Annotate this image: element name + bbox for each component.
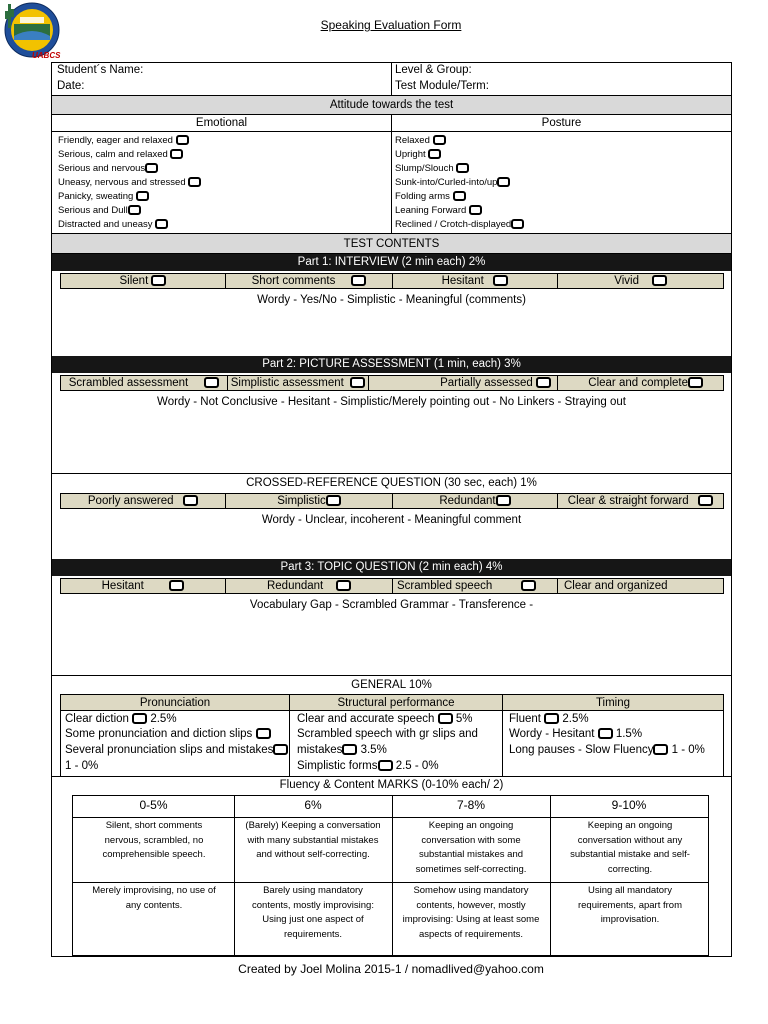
checkbox[interactable] bbox=[521, 580, 536, 591]
checkbox[interactable] bbox=[652, 275, 667, 286]
checkbox[interactable] bbox=[497, 177, 510, 187]
part2-option[interactable]: Scrambled assessment bbox=[61, 376, 228, 390]
timing-item[interactable]: Long pauses - Slow Fluency 1 - 0% bbox=[509, 744, 705, 756]
checkbox[interactable] bbox=[536, 377, 551, 388]
form-title: Speaking Evaluation Form bbox=[320, 18, 462, 32]
checkbox[interactable] bbox=[428, 149, 441, 159]
rule bbox=[51, 675, 732, 676]
part3-band bbox=[52, 559, 731, 576]
crossed-option[interactable]: Simplistic bbox=[226, 494, 393, 508]
posture-option[interactable]: Reclined / Crotch-displayed bbox=[395, 218, 524, 232]
checkbox[interactable] bbox=[438, 713, 453, 724]
posture-option[interactable]: Folding arms bbox=[395, 190, 466, 204]
posture-label: Posture bbox=[541, 117, 582, 129]
crossed-option[interactable]: Clear & straight forward bbox=[558, 494, 723, 508]
checkbox[interactable] bbox=[350, 377, 365, 388]
part2-band bbox=[52, 356, 731, 373]
marks-header: 6% bbox=[304, 798, 322, 812]
part2-option[interactable]: Simplistic assessment bbox=[228, 376, 369, 390]
timing-item[interactable]: Wordy - Hesitant 1.5% bbox=[509, 728, 643, 740]
checkbox[interactable] bbox=[378, 760, 393, 771]
rule bbox=[391, 114, 392, 233]
rule bbox=[392, 796, 393, 955]
checkbox[interactable] bbox=[204, 377, 219, 388]
checkbox[interactable] bbox=[456, 163, 469, 173]
emotional-option[interactable]: Friendly, eager and relaxed bbox=[58, 134, 189, 148]
fluency-descriptor: Keeping an ongoing conversation without any substantial mistake and self-correcting. bbox=[570, 820, 690, 875]
part1-band bbox=[52, 254, 731, 271]
part3-option[interactable]: Redundant bbox=[226, 579, 393, 593]
rule bbox=[73, 817, 708, 818]
checkbox[interactable] bbox=[183, 495, 198, 506]
rule bbox=[550, 796, 551, 955]
pronunciation-item[interactable]: Several pronunciation slips and mistakes bbox=[65, 743, 288, 757]
crossed-option[interactable]: Redundant bbox=[393, 494, 558, 508]
structural-item[interactable]: Clear and accurate speech 5% bbox=[297, 713, 473, 725]
checkbox[interactable] bbox=[336, 580, 351, 591]
structural-item[interactable]: Simplistic forms 2.5 - 0% bbox=[297, 760, 439, 772]
part2-title: Part 2: PICTURE ASSESSMENT (1 min, each) 3% bbox=[262, 358, 521, 370]
uabcs-logo bbox=[2, 2, 64, 62]
emotional-option[interactable]: Panicky, sweating bbox=[58, 190, 149, 204]
pronunciation-header: Pronunciation bbox=[139, 697, 211, 709]
attitude-title: Attitude towards the test bbox=[329, 99, 454, 111]
marks-grid bbox=[72, 795, 709, 956]
emotional-option[interactable]: Serious and Dull bbox=[58, 204, 141, 218]
crossed-option[interactable]: Poorly answered bbox=[61, 494, 226, 508]
checkbox[interactable] bbox=[170, 149, 183, 159]
posture-option[interactable]: Upright bbox=[395, 148, 441, 162]
part2-option[interactable]: Clear and complete bbox=[558, 376, 723, 390]
pronunciation-item: 1 - 0% bbox=[65, 760, 99, 772]
crossed-options bbox=[60, 493, 724, 509]
level-group-field[interactable]: Level & Group: bbox=[395, 64, 472, 76]
content-descriptor: Using all mandatory requirements, apart from improvisation. bbox=[577, 885, 682, 925]
content-descriptor: Somehow using mandatory contents, however, mostly improvising: Using at least some aspects of requirements. bbox=[402, 885, 540, 940]
posture-option[interactable]: Relaxed bbox=[395, 134, 446, 148]
structural-item[interactable]: mistakes 3.5% bbox=[297, 744, 387, 756]
fluency-descriptor: Keeping an ongoing conversation with some substantial mistakes and sometimes self-correcting. bbox=[415, 820, 527, 875]
checkbox[interactable] bbox=[433, 135, 446, 145]
checkbox[interactable] bbox=[188, 177, 201, 187]
checkbox[interactable] bbox=[493, 275, 508, 286]
fluency-descriptor: Silent, short comments nervous, scrambled, no comprehensible speech. bbox=[102, 820, 206, 860]
checkbox[interactable] bbox=[326, 495, 341, 506]
content-descriptor: Merely improvising, no use of any contents. bbox=[92, 885, 216, 911]
test-contents-title: TEST CONTENTS bbox=[343, 238, 440, 250]
checkbox[interactable] bbox=[351, 275, 366, 286]
structural-item: Scrambled speech with gr slips and bbox=[297, 728, 478, 740]
part3-option[interactable]: Hesitant bbox=[61, 579, 226, 593]
part2-options bbox=[60, 375, 724, 391]
emotional-option[interactable]: Serious, calm and relaxed bbox=[58, 148, 183, 162]
part1-option[interactable]: Hesitant bbox=[393, 274, 558, 288]
checkbox[interactable] bbox=[273, 744, 288, 755]
general-title: GENERAL 10% bbox=[351, 679, 432, 691]
timing-item[interactable]: Fluent 2.5% bbox=[509, 713, 589, 725]
rule bbox=[73, 882, 708, 883]
crossed-title: CROSSED-REFERENCE QUESTION (30 sec, each) 1% bbox=[246, 477, 537, 489]
checkbox[interactable] bbox=[469, 205, 482, 215]
marks-header: 7-8% bbox=[456, 798, 485, 812]
checkbox[interactable] bbox=[544, 713, 559, 724]
part3-descriptors: Vocabulary Gap - Scrambled Grammar - Transference - bbox=[249, 599, 534, 611]
checkbox[interactable] bbox=[698, 495, 713, 506]
emotional-label: Emotional bbox=[195, 117, 248, 129]
checkbox[interactable] bbox=[496, 495, 511, 506]
part3-option[interactable]: Clear and organized bbox=[564, 580, 668, 592]
part1-title: Part 1: INTERVIEW (2 min each) 2% bbox=[297, 256, 486, 268]
content-descriptor: Barely using mandatory contents, mostly improvising: Using just one aspect of requirements. bbox=[252, 885, 374, 940]
test-module-field[interactable]: Test Module/Term: bbox=[395, 80, 489, 92]
posture-option[interactable]: Sunk-into/Curled-into/up bbox=[395, 176, 510, 190]
fluency-title: Fluency & Content MARKS (0-10% each/ 2) bbox=[279, 779, 504, 791]
part3-options bbox=[60, 578, 724, 594]
checkbox[interactable] bbox=[176, 135, 189, 145]
checkbox[interactable] bbox=[511, 219, 524, 229]
marks-header: 0-5% bbox=[139, 798, 168, 812]
student-name-field[interactable]: Student´s Name: bbox=[57, 64, 144, 76]
emotional-option[interactable]: Serious and nervous bbox=[58, 162, 158, 176]
checkbox[interactable] bbox=[132, 713, 147, 724]
posture-option[interactable]: Slump/Slouch bbox=[395, 162, 469, 176]
posture-option[interactable]: Leaning Forward bbox=[395, 204, 482, 218]
checkbox[interactable] bbox=[155, 219, 168, 229]
part1-options bbox=[60, 273, 724, 289]
rule bbox=[234, 796, 235, 955]
emotional-option[interactable]: Distracted and uneasy bbox=[58, 218, 168, 232]
emotional-option[interactable]: Uneasy, nervous and stressed bbox=[58, 176, 201, 190]
rule bbox=[51, 776, 732, 777]
part1-descriptors: Wordy - Yes/No - Simplistic - Meaningful (comments) bbox=[257, 294, 526, 306]
part1-option[interactable]: Vivid bbox=[558, 274, 723, 288]
fluency-descriptor: (Barely) Keeping a conversation with many substantial mistakes and without self-correcting. bbox=[245, 820, 381, 860]
crossed-descriptors: Wordy - Unclear, incoherent - Meaningful comment bbox=[261, 514, 522, 526]
date-field[interactable]: Date: bbox=[57, 80, 85, 92]
marks-header: 9-10% bbox=[611, 798, 647, 812]
checkbox[interactable] bbox=[169, 580, 184, 591]
credit-line: Created by Joel Molina 2015-1 / nomadlived@yahoo.com bbox=[238, 962, 544, 976]
part1-option[interactable]: Silent bbox=[61, 274, 226, 288]
checkbox[interactable] bbox=[598, 728, 613, 739]
checkbox[interactable] bbox=[653, 744, 668, 755]
checkbox[interactable] bbox=[342, 744, 357, 755]
pronunciation-item[interactable]: Some pronunciation and diction slips bbox=[65, 727, 271, 741]
rule bbox=[51, 473, 732, 474]
logo-text: UABCS bbox=[32, 51, 61, 60]
rule bbox=[391, 62, 392, 95]
checkbox[interactable] bbox=[128, 205, 141, 215]
part1-option[interactable]: Short comments bbox=[226, 274, 393, 288]
part2-descriptors: Wordy - Not Conclusive - Hesitant - Simplistic/Merely pointing out - No Linkers - Straying out bbox=[157, 396, 626, 408]
checkbox[interactable] bbox=[136, 191, 149, 201]
checkbox[interactable] bbox=[145, 163, 158, 173]
checkbox[interactable] bbox=[688, 377, 703, 388]
part2-option[interactable]: Partially assessed bbox=[369, 376, 558, 390]
checkbox[interactable] bbox=[151, 275, 166, 286]
part3-title: Part 3: TOPIC QUESTION (2 min each) 4% bbox=[280, 561, 503, 573]
checkbox[interactable] bbox=[256, 728, 271, 739]
pronunciation-item[interactable]: Clear diction 2.5% bbox=[65, 713, 177, 725]
checkbox[interactable] bbox=[453, 191, 466, 201]
timing-header: Timing bbox=[595, 697, 631, 709]
structural-header: Structural performance bbox=[337, 697, 455, 709]
part3-option[interactable]: Scrambled speech bbox=[393, 579, 558, 593]
